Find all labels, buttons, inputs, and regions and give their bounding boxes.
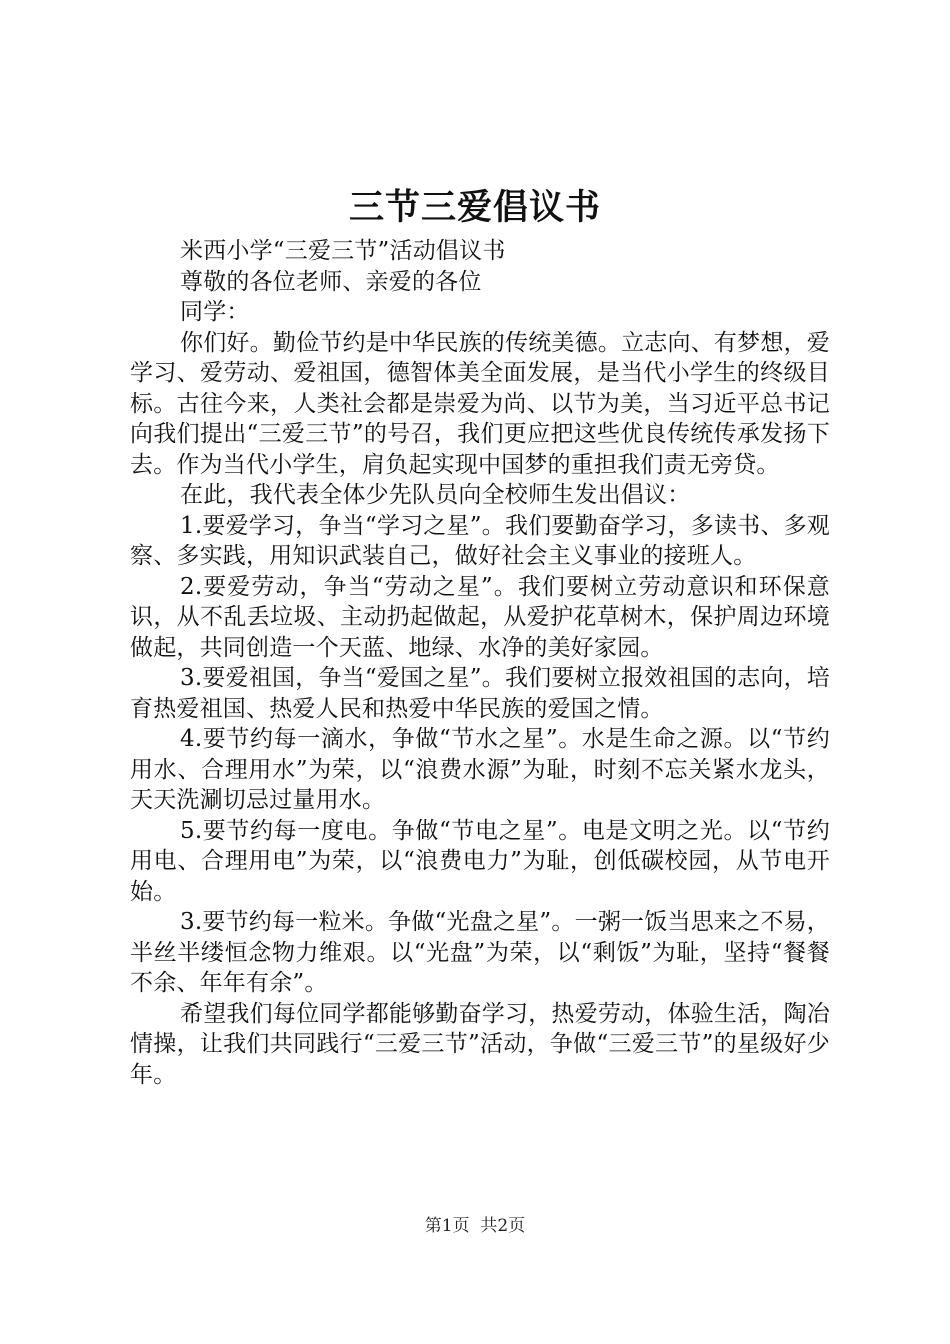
- paragraph-item-electricity: 5.要节约每一度电。争做“节电之星”。电是文明之光。以“节约用电、合理用电”为荣，以“浪费电力”为耻，创低碳校园，从节电开始。: [130, 817, 830, 905]
- page-number-total: 共2页: [480, 1216, 526, 1236]
- paragraph-item-country: 3.要爱祖国，争当“爱国之星”。我们要树立报效祖国的志向，培育热爱祖国、热爱人民和热爱中华民族的爱国之情。: [130, 665, 830, 722]
- paragraph-heading: 米西小学“三爱三节”活动倡议书: [180, 238, 506, 264]
- paragraph-closing: 希望我们每位同学都能够勤奋学习，热爱劳动，体验生活，陶冶情操，让我们共同践行“三爱三节”活动，争做“三爱三节”的星级好少年。: [130, 1000, 830, 1088]
- paragraph-item-labor: 2.要爱劳动，争当“劳动之星”。我们要树立劳动意识和环保意识，从不乱丢垃圾、主动扔起做起，从爱护花草树木，保护周边环境做起，共同创造一个天蓝、地绿、水净的美好家园。: [130, 573, 830, 661]
- document-body: [130, 236, 830, 1090]
- paragraph-item-study: 1.要爱学习，争当“学习之星”。我们要勤奋学习，多读书、多观察、多实践，用知识武装自己，做好社会主义事业的接班人。: [130, 512, 830, 569]
- paragraph-salutation: 尊敬的各位老师、亲爱的各位: [180, 268, 482, 295]
- paragraph-salutation-cont: 同学：: [180, 299, 250, 325]
- paragraph-proposal-lead: 在此，我代表全体少先队员向全校师生发出倡议：: [180, 482, 691, 508]
- paragraph-intro: 你们好。勤俭节约是中华民族的传统美德。立志向、有梦想，爱学习、爱劳动、爱祖国，德智体美全面发展，是当代小学生的终级目标。古往今来，人类社会都是崇爱为尚、以节为美，当习近平总书记向我们提出“三爱三节”的号召，我们更应把这些优良传统传承发扬下去。作为当代小学生，肩负起实现中国梦的重担我们责无旁贷。: [130, 329, 830, 478]
- page-footer: [0, 1213, 950, 1239]
- document-title: 三节三爱倡议书: [348, 188, 601, 228]
- page-number-current: 第1页: [424, 1216, 470, 1236]
- paragraph-item-food: 3.要节约每一粒米。争做“光盘之星”。一粥一饭当思来之不易，半丝半缕恒念物力维艰。以“光盘”为荣，以“剩饭”为耻，坚持“餐餐不余、年年有余”。: [130, 909, 830, 996]
- paragraph-item-water: 4.要节约每一滴水，争做“节水之星”。水是生命之源。以“节约用水、合理用水”为荣，以“浪费水源”为耻，时刻不忘关紧水龙头，天天洗涮切忌过量用水。: [130, 726, 830, 813]
